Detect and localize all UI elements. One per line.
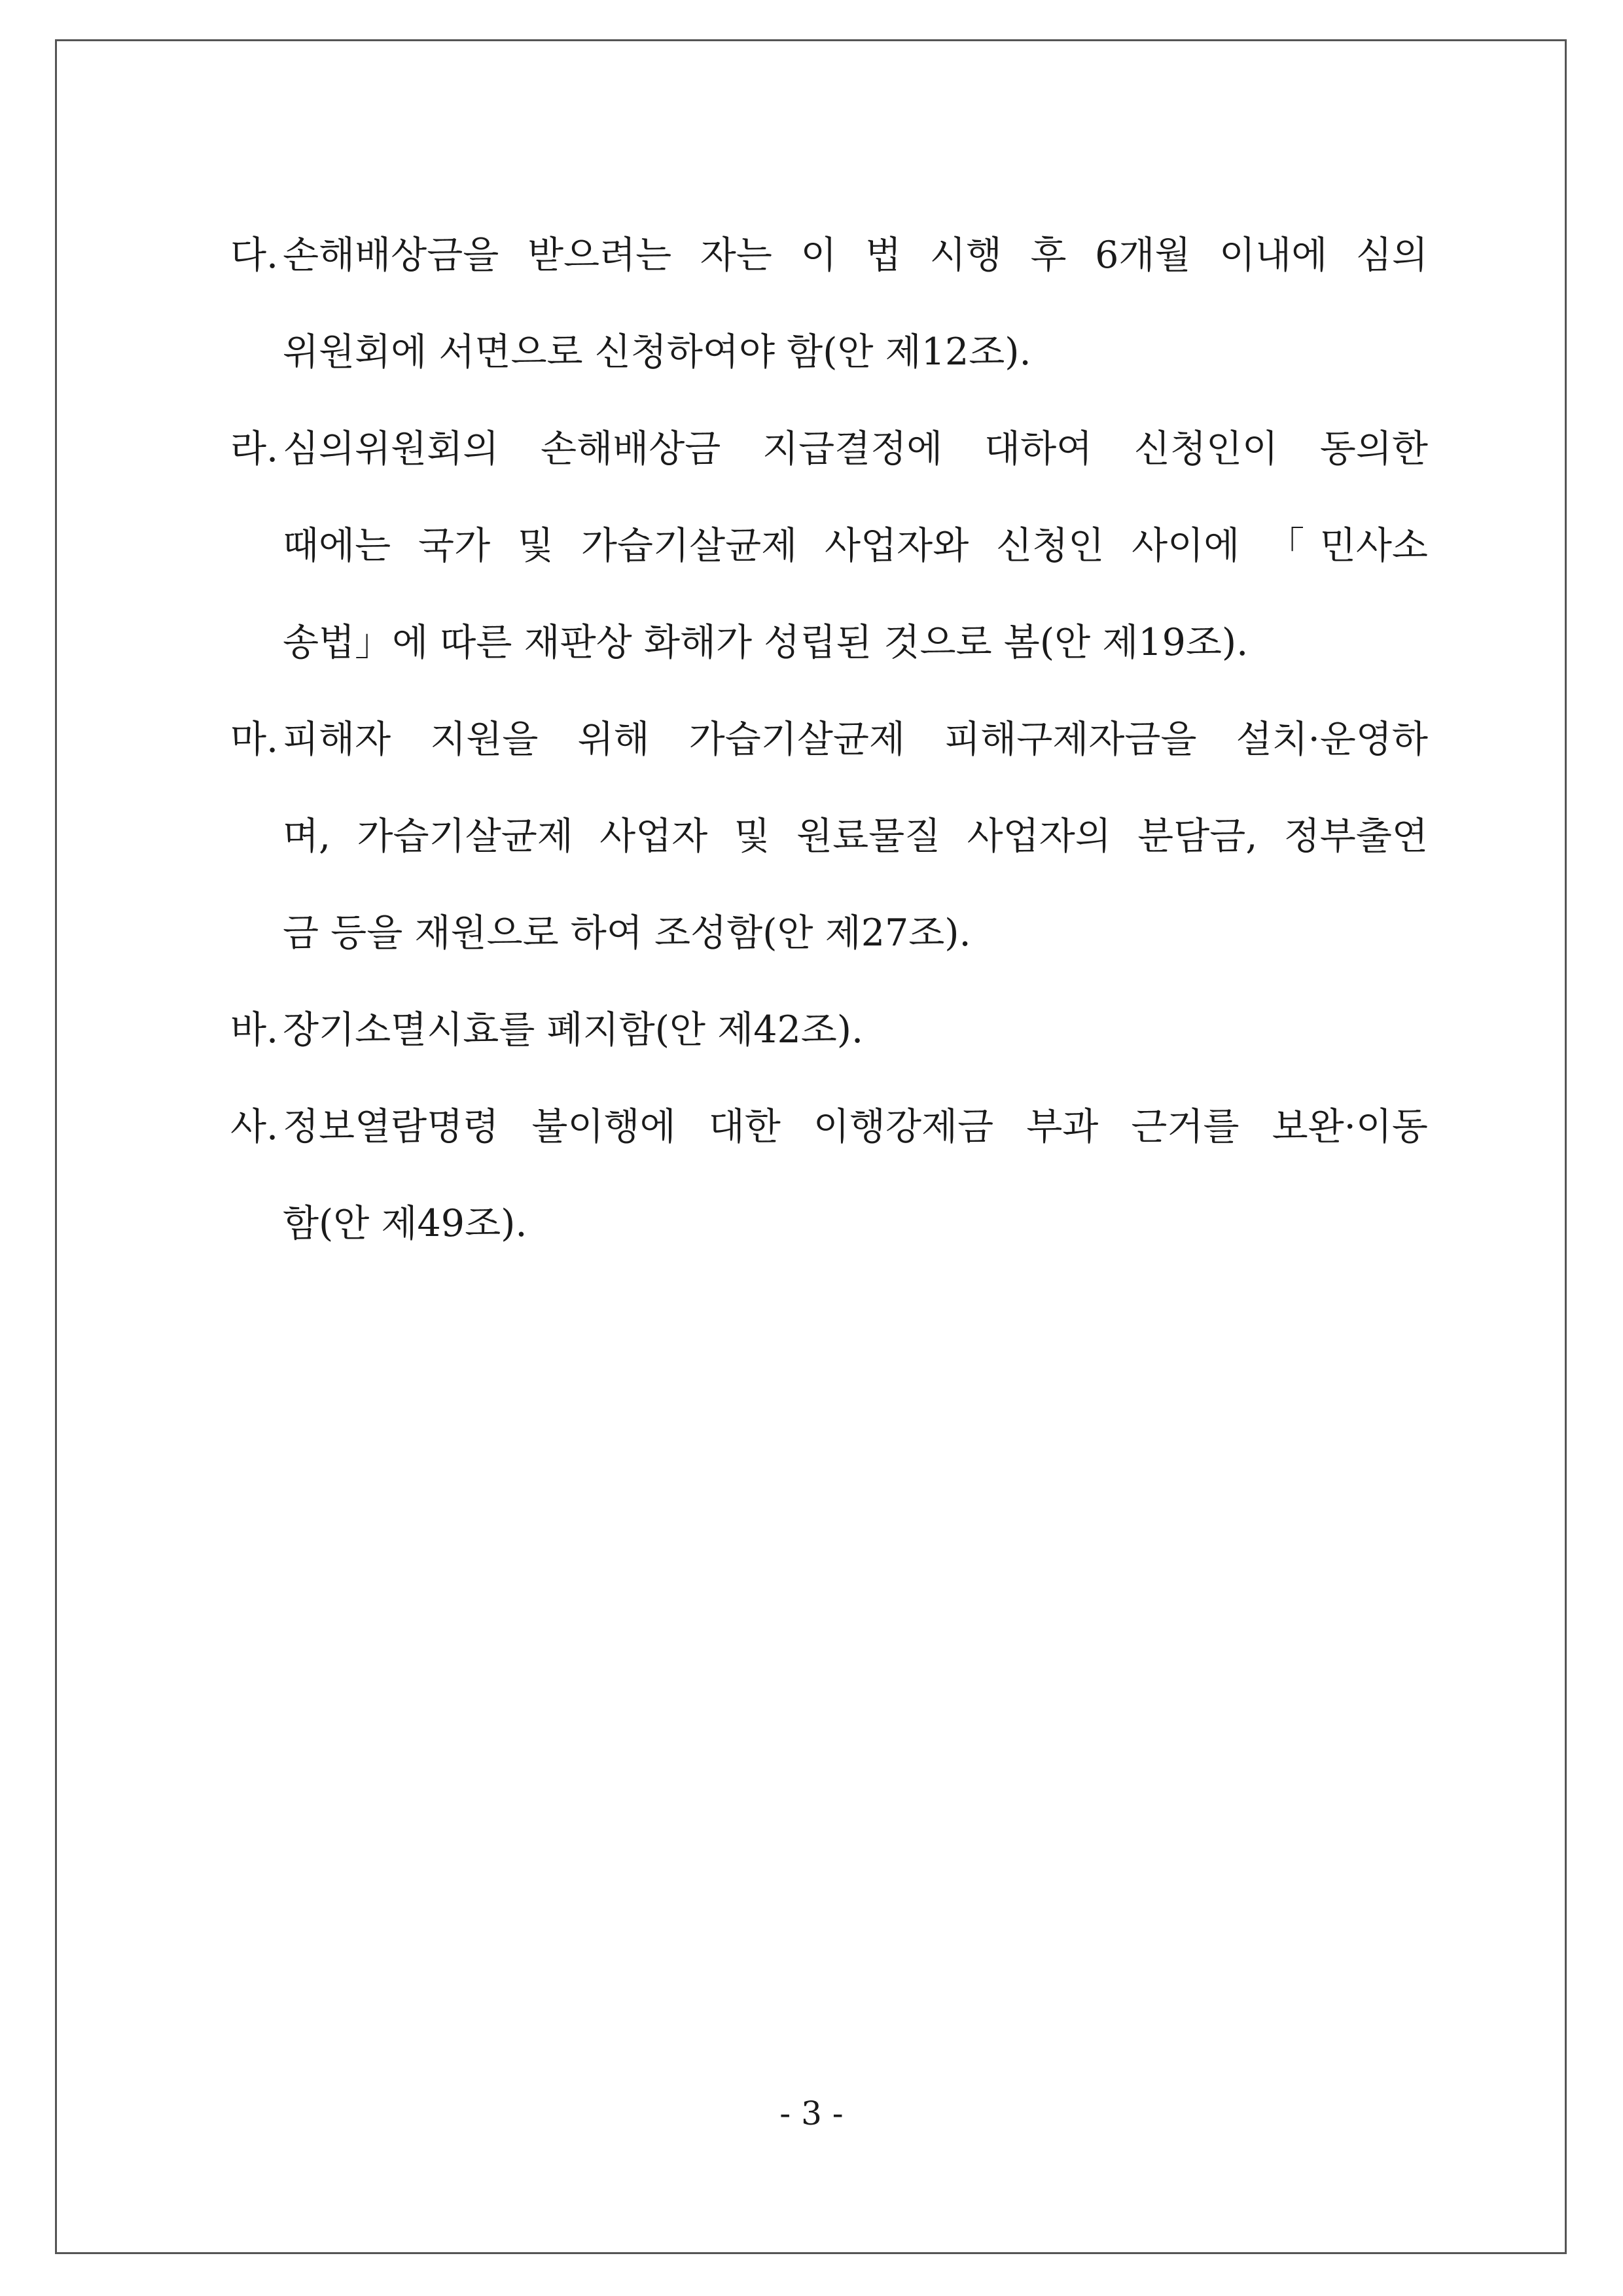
list-item-text bbox=[283, 691, 1428, 981]
list-item-sa bbox=[230, 1078, 1428, 1272]
text-line: 장기소멸시효를 폐지함(안 제42조). bbox=[283, 1008, 864, 1051]
text-line: 정보열람명령 불이행에 대한 이행강제금 부과 근거를 보완·이동 bbox=[283, 1105, 1428, 1148]
text-line: 손해배상금을 받으려는 자는 이 법 시행 후 6개월 이내에 심의 bbox=[283, 234, 1428, 277]
text-line: 함(안 제49조). bbox=[283, 1202, 527, 1245]
text-line: 송법」에 따른 재판상 화해가 성립된 것으로 봄(안 제19조). bbox=[283, 621, 1249, 664]
text-line: 때에는 국가 및 가습기살균제 사업자와 신청인 사이에 「민사소 bbox=[283, 524, 1428, 567]
text-line: 위원회에 서면으로 신청하여야 함(안 제12조). bbox=[283, 330, 1031, 374]
text-line: 피해자 지원을 위해 가습기살균제 피해구제자금을 설치·운영하 bbox=[283, 718, 1428, 761]
list-item-text bbox=[283, 207, 1428, 400]
list-marker: 라. bbox=[230, 427, 279, 470]
list-marker: 마. bbox=[230, 718, 279, 761]
list-item-text bbox=[283, 400, 1428, 691]
list-item-ra bbox=[230, 400, 1428, 691]
list-item-da bbox=[230, 207, 1428, 400]
list-item-ma bbox=[230, 691, 1428, 981]
list-marker: 다. bbox=[230, 234, 279, 277]
text-line: 며, 가습기살균제 사업자 및 원료물질 사업자의 분담금, 정부출연 bbox=[283, 815, 1428, 858]
list-item-text bbox=[283, 1078, 1428, 1272]
list-marker: 사. bbox=[230, 1105, 279, 1148]
page-number: - 3 - bbox=[779, 2094, 844, 2132]
document-body bbox=[230, 207, 1428, 1272]
text-line: 심의위원회의 손해배상금 지급결정에 대하여 신청인이 동의한 bbox=[283, 427, 1428, 470]
list-item-text bbox=[283, 981, 1428, 1078]
list-item-ba bbox=[230, 981, 1428, 1078]
list-marker: 바. bbox=[230, 1008, 279, 1051]
text-line: 금 등을 재원으로 하여 조성함(안 제27조). bbox=[283, 911, 971, 955]
